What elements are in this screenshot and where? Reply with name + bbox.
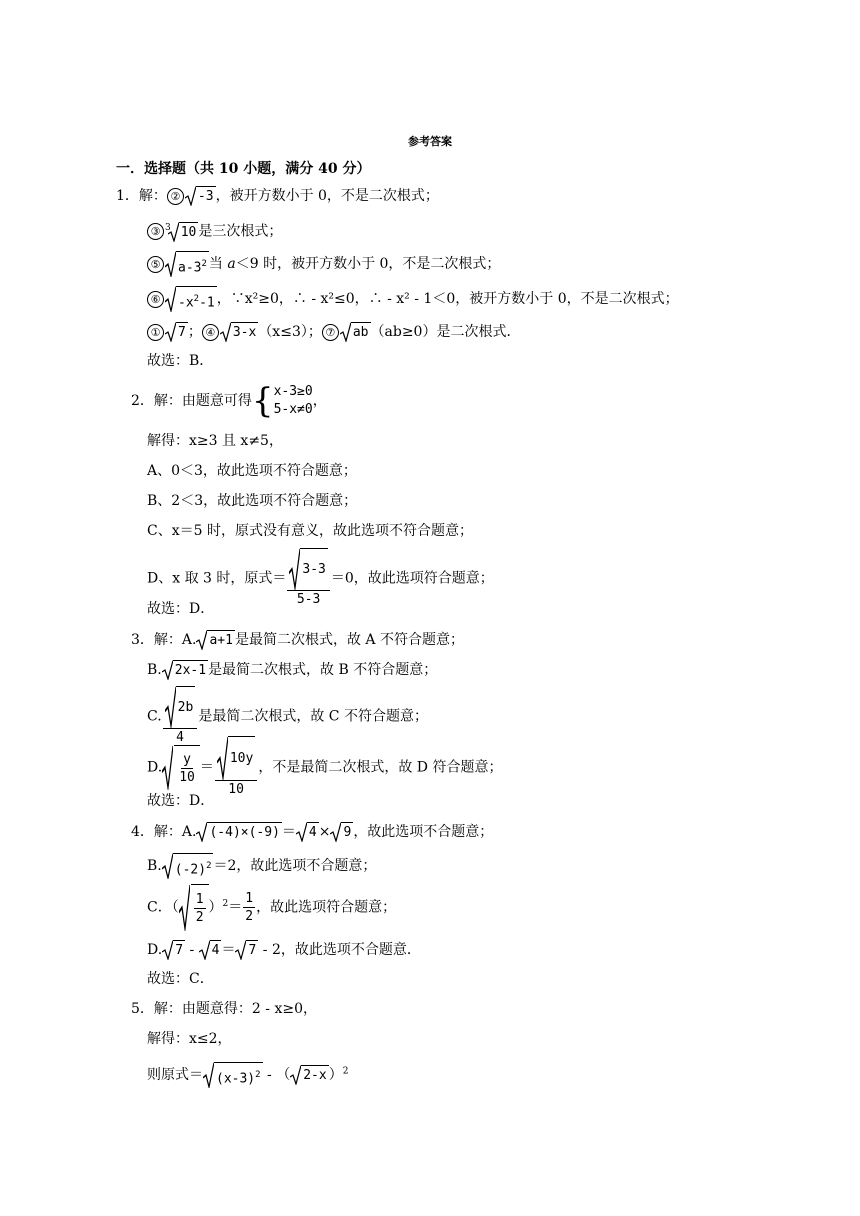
q4-prefix: 4．解：A. — [131, 824, 197, 840]
exponent: 2 — [193, 294, 200, 304]
radical — [199, 940, 222, 960]
q2-option-a: A、0＜3，故此选项不符合题意； — [147, 463, 357, 479]
q3-text: 是最简二次根式，故 C 不符合题意； — [198, 708, 428, 725]
q5-prefix: 则原式＝ — [147, 1067, 203, 1084]
q4-line-4 — [147, 940, 421, 960]
q2-prefix: 2．解：由题意可得 — [131, 393, 252, 409]
q1-line-5 — [147, 322, 520, 342]
radicand: (-2) — [174, 862, 207, 878]
minus: - — [185, 942, 199, 958]
paren: ） — [208, 899, 223, 916]
q3-prefix: C. — [147, 708, 162, 725]
radicand: a+1 — [207, 630, 234, 650]
radicand: 3-3 — [300, 548, 327, 590]
page-title: 参考答案 — [408, 135, 452, 148]
q4-text: ＝2，故此选项不合题意； — [213, 858, 377, 875]
exponent: 2 — [201, 259, 207, 269]
numerator: 1 — [245, 891, 254, 907]
radicand: (x-3) — [216, 1071, 256, 1087]
q1-text: ，被开方数小于 0，不是二次根式； — [215, 188, 439, 204]
radical — [165, 251, 209, 277]
equals: ＝ — [221, 942, 236, 958]
q1-text: （x≤3）； — [258, 324, 322, 340]
radicand: 9 — [341, 822, 353, 842]
q1-text: （ab≥0）是二次根式． — [370, 324, 521, 340]
q4-line-3 — [147, 882, 396, 931]
times: × — [318, 824, 331, 840]
denominator: 2 — [195, 910, 204, 926]
radical — [165, 322, 188, 342]
q2-text: ， — [312, 393, 327, 409]
fraction — [177, 751, 197, 786]
q3-prefix: 3．解：A. — [131, 632, 197, 648]
q3-line-4 — [147, 736, 502, 799]
radicand: 10y — [228, 736, 255, 780]
q5-line-2: 解得：x≤2， — [147, 1031, 232, 1047]
radicand: -3 — [196, 186, 216, 206]
numerator: y — [183, 752, 191, 767]
radicand: 2b — [176, 686, 196, 728]
exponent: 2 — [342, 1066, 349, 1077]
q5-text: - （ — [262, 1067, 291, 1084]
exponent: 2 — [222, 899, 229, 909]
q1-text: 是三次根式； — [198, 223, 283, 240]
denominator: 10 — [228, 782, 244, 797]
radicand: 3-x — [231, 322, 258, 342]
radicand: 4 — [307, 822, 319, 842]
fraction — [243, 890, 255, 925]
q3-answer: 故选：D． — [147, 793, 215, 809]
circled-number: ⑦ — [322, 324, 339, 341]
radical — [217, 736, 255, 780]
q1-text: 当 — [208, 256, 228, 273]
radical — [196, 822, 281, 842]
radicand: ab — [351, 322, 371, 342]
q2-option-b: B、2＜3，故此选项不符合题意； — [147, 493, 358, 509]
q1-text: ，∵x²≥0，∴ - x²≤0，∴ - x² - 1＜0，被开方数小于 0，不是二次根式； — [216, 291, 679, 308]
q4-prefix: B. — [147, 858, 162, 875]
q1-text: ＜9 时，被开方数小于 0，不是二次根式； — [235, 256, 501, 273]
q3-line-1 — [131, 630, 464, 650]
q1-line-2 — [147, 219, 282, 242]
variable: a — [227, 256, 236, 273]
radicand: 7 — [176, 322, 188, 342]
q4-text: - 2，故此选项不合题意． — [258, 942, 421, 958]
equals: ＝ — [199, 759, 214, 776]
q4-text: ，故此选项符合题意； — [256, 899, 397, 916]
q1-answer: 故选：B． — [147, 353, 214, 369]
radical — [203, 1062, 263, 1088]
brace-icon: { — [251, 381, 274, 421]
q4-answer: 故选：C． — [147, 971, 214, 987]
equals: ＝ — [228, 899, 243, 916]
q1-line-4 — [147, 286, 679, 312]
radicand: -x — [178, 295, 194, 311]
q2-text: D、x 取 3 时，原式＝ — [147, 570, 287, 587]
root-index: 3 — [165, 223, 171, 233]
circled-number: ② — [167, 188, 184, 205]
radical — [185, 186, 216, 206]
equation-system — [252, 383, 313, 419]
radicand: (-4)×(-9) — [207, 822, 281, 842]
q3-prefix: D. — [147, 759, 163, 776]
q4-text: ，故此选项不合题意； — [353, 824, 494, 840]
radical — [162, 660, 208, 680]
radicand: 4 — [210, 940, 222, 960]
radical — [162, 853, 214, 879]
radical — [165, 286, 217, 312]
radicand: 7 — [246, 940, 258, 960]
q4-prefix: C．（ — [147, 899, 179, 916]
radicand: 2x-1 — [173, 660, 208, 680]
circled-number: ③ — [147, 223, 164, 240]
circled-number: ⑤ — [147, 256, 164, 273]
radical — [168, 222, 199, 242]
fraction — [215, 736, 257, 799]
radical — [162, 745, 200, 790]
q5-line-3 — [147, 1062, 348, 1088]
q2-text: ＝0，故此选项符合题意； — [330, 570, 494, 587]
equals: ＝ — [281, 824, 296, 840]
fraction — [287, 548, 329, 609]
radicand-tail: -1 — [199, 295, 215, 311]
section-heading: 一．选择题（共 10 小题，满分 40 分） — [116, 161, 371, 177]
radicand: 10 — [179, 222, 199, 242]
exponent: 2 — [255, 1070, 261, 1080]
q2-line-1 — [131, 382, 327, 420]
numerator: 1 — [195, 892, 204, 908]
denominator: 4 — [176, 730, 184, 745]
q5-line-1: 5．解：由题意得：2 - x≥0， — [131, 1001, 317, 1017]
q1-line-1 — [116, 186, 439, 206]
q4-prefix: D. — [147, 942, 163, 958]
circled-number: ① — [147, 324, 164, 341]
q3-text: ，不是最简二次根式，故 D 符合题意； — [258, 759, 503, 776]
circled-number: ④ — [202, 324, 219, 341]
q2-option-c: C、x＝5 时，原式没有意义，故此选项不符合题意； — [147, 523, 473, 539]
radical — [165, 686, 196, 728]
radical — [220, 322, 258, 342]
system-row: x-3≥0 — [273, 384, 313, 399]
denominator: 10 — [179, 770, 195, 785]
radical — [290, 1065, 328, 1085]
q2-answer: 故选：D． — [147, 601, 215, 617]
radical — [235, 940, 258, 960]
radicand: 2-x — [301, 1065, 328, 1085]
q4-line-1 — [131, 822, 493, 842]
q1-line-3 — [147, 251, 500, 277]
q1-prefix: 1．解： — [116, 188, 167, 204]
paren: ） — [328, 1067, 343, 1084]
radical — [289, 548, 327, 590]
denominator: 2 — [245, 909, 254, 925]
system-row: 5-x≠0 — [273, 402, 313, 417]
separator: ； — [187, 324, 202, 340]
q3-text: 是最简二次根式，故 A 不符合题意； — [234, 632, 464, 648]
radical — [162, 940, 185, 960]
radicand: a-3 — [178, 260, 202, 276]
radical — [330, 822, 353, 842]
radical — [340, 322, 371, 342]
radical — [196, 630, 234, 650]
radical — [296, 822, 319, 842]
radical — [179, 884, 209, 931]
fraction — [194, 891, 206, 926]
exponent: 2 — [206, 861, 212, 871]
radicand: 7 — [173, 940, 185, 960]
q3-text: 是最简二次根式，故 B 不符合题意； — [208, 662, 438, 678]
q3-prefix: B. — [147, 662, 162, 678]
circled-number: ⑥ — [147, 291, 164, 308]
q4-line-2 — [147, 853, 376, 879]
q2-solve: 解得：x≥3 且 x≠5， — [147, 433, 283, 449]
denominator: 5-3 — [296, 592, 321, 607]
q3-line-2 — [147, 660, 437, 680]
